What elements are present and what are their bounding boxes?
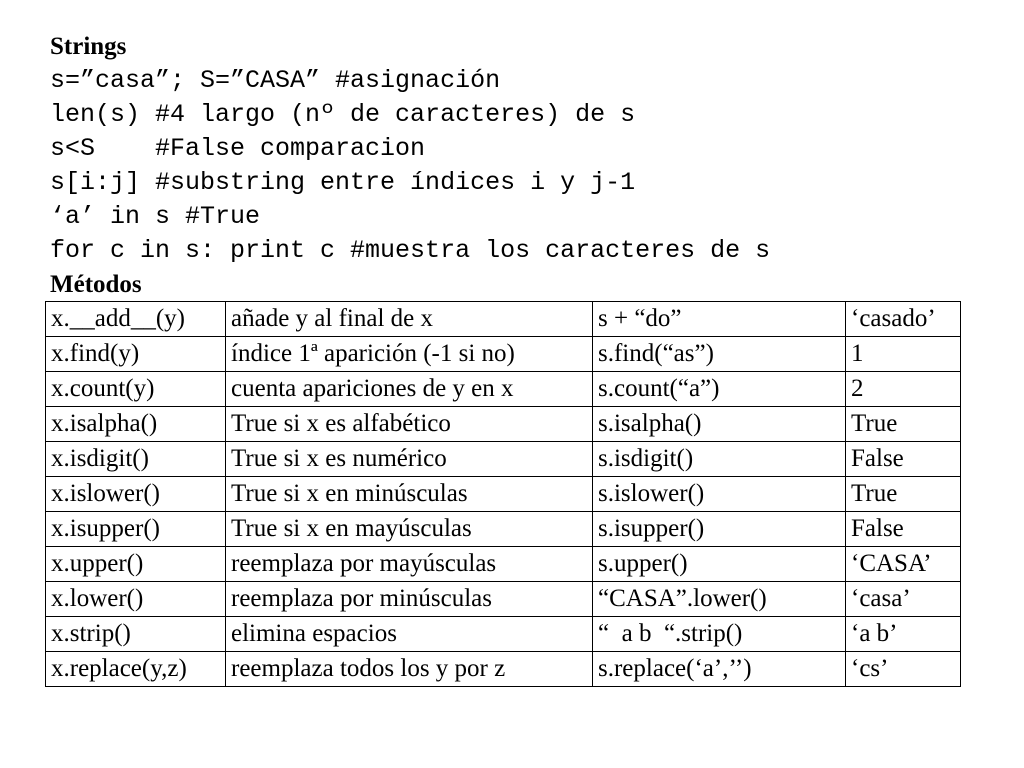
description-cell: reemplaza por mayúsculas: [226, 547, 593, 582]
method-cell: x.strip(): [46, 617, 226, 652]
result-cell: ‘CASA’: [846, 547, 961, 582]
result-cell: 1: [846, 337, 961, 372]
table-row: [46, 617, 961, 652]
method-cell: x.isupper(): [46, 512, 226, 547]
table-row: [46, 477, 961, 512]
example-cell: s.isupper(): [593, 512, 846, 547]
description-cell: reemplaza todos los y por z: [226, 652, 593, 687]
description-cell: True si x es alfabético: [226, 407, 593, 442]
method-cell: x.replace(y,z): [46, 652, 226, 687]
result-cell: ‘casado’: [846, 302, 961, 337]
example-cell: s.islower(): [593, 477, 846, 512]
code-line-len: len(s) #4 largo (nº de caracteres) de s: [50, 100, 636, 129]
example-cell: s.isdigit(): [593, 442, 846, 477]
slide-content: [50, 30, 970, 302]
description-cell: reemplaza por minúsculas: [226, 582, 593, 617]
strings-heading: Strings: [50, 33, 127, 60]
example-cell: s.replace(‘a’,’’): [593, 652, 846, 687]
method-cell: x.find(y): [46, 337, 226, 372]
result-cell: False: [846, 442, 961, 477]
description-cell: True si x en mayúsculas: [226, 512, 593, 547]
example-cell: s.upper(): [593, 547, 846, 582]
method-cell: x.isdigit(): [46, 442, 226, 477]
table-row: [46, 652, 961, 687]
table-row: [46, 547, 961, 582]
method-cell: x.__add__(y): [46, 302, 226, 337]
method-cell: x.upper(): [46, 547, 226, 582]
result-cell: False: [846, 512, 961, 547]
result-cell: ‘casa’: [846, 582, 961, 617]
code-line-for-loop: for c in s: print c #muestra los caracteres de s: [50, 236, 771, 265]
table-row: [46, 582, 961, 617]
method-cell: x.islower(): [46, 477, 226, 512]
example-cell: s.count(“a”): [593, 372, 846, 407]
method-cell: x.count(y): [46, 372, 226, 407]
example-cell: “ a b “.strip(): [593, 617, 846, 652]
result-cell: 2: [846, 372, 961, 407]
code-line-substring: s[i:j] #substring entre índices i y j-1: [50, 168, 636, 197]
description-cell: True si x es numérico: [226, 442, 593, 477]
table-row: [46, 372, 961, 407]
code-line-comparison: s<S #False comparacion: [50, 134, 426, 163]
example-cell: s + “do”: [593, 302, 846, 337]
methods-table: [45, 301, 961, 687]
example-cell: “CASA”.lower(): [593, 582, 846, 617]
code-line-membership: ‘a’ in s #True: [50, 202, 261, 231]
method-cell: x.lower(): [46, 582, 226, 617]
description-cell: índice 1ª aparición (-1 si no): [226, 337, 593, 372]
table-row: [46, 512, 961, 547]
result-cell: True: [846, 407, 961, 442]
description-cell: cuenta apariciones de y en x: [226, 372, 593, 407]
result-cell: ‘cs’: [846, 652, 961, 687]
result-cell: ‘a b’: [846, 617, 961, 652]
table-row: [46, 442, 961, 477]
method-cell: x.isalpha(): [46, 407, 226, 442]
example-cell: s.isalpha(): [593, 407, 846, 442]
table-row: [46, 302, 961, 337]
description-cell: True si x en minúsculas: [226, 477, 593, 512]
table-row: [46, 337, 961, 372]
table-row: [46, 407, 961, 442]
description-cell: añade y al final de x: [226, 302, 593, 337]
result-cell: True: [846, 477, 961, 512]
example-cell: s.find(“as”): [593, 337, 846, 372]
code-line-assignment: s=”casa”; S=”CASA” #asignación: [50, 66, 501, 95]
methods-heading: Métodos: [50, 271, 142, 298]
description-cell: elimina espacios: [226, 617, 593, 652]
